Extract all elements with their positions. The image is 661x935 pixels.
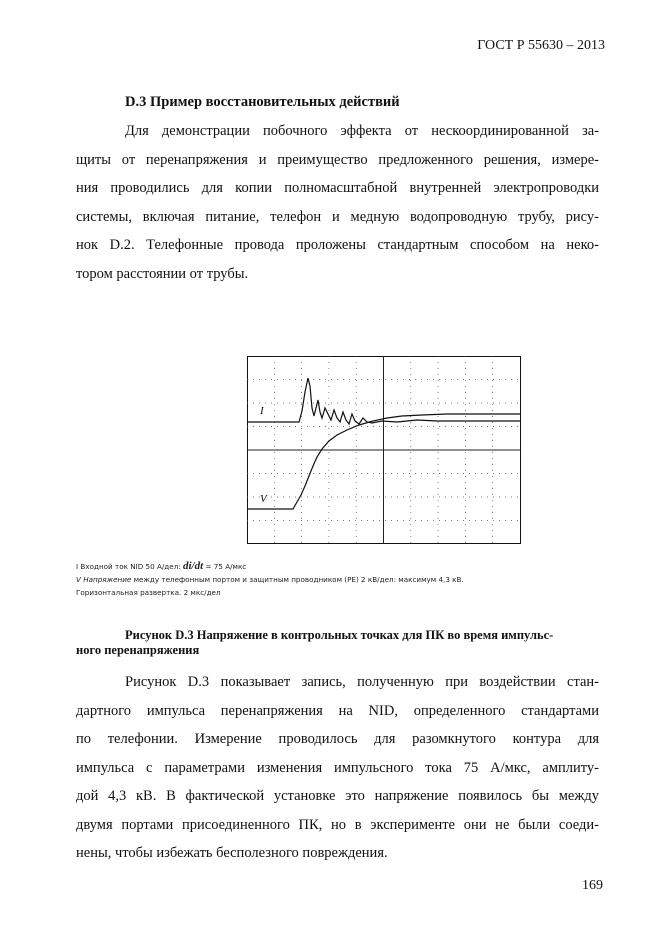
paragraph-line: импульса с параметрами изменения импульсного тока 75 А/мкс, амплиту- — [76, 759, 599, 776]
figure-note-timebase: Горизонтальная развертка. 2 мкс/дел — [76, 588, 221, 597]
figure-caption-line1: Рисунок D.3 Напряжение в контрольных точках для ПК во время импульс- — [125, 628, 554, 642]
section-heading: D.3 Пример восстановительных действий — [125, 94, 400, 110]
figure-caption-line2: ного перенапряжения — [76, 643, 200, 657]
figure-note-current-suffix: = 75 А/мкс — [203, 562, 247, 571]
paragraph-line: Для демонстрации побочного эффекта от нескоординированной за- — [125, 123, 599, 139]
paragraph-line: двумя портами присоединенного ПК, но в эксперименте они не были соеди- — [76, 816, 599, 833]
paragraph-line: Рисунок D.3 показывает запись, полученную при воздействии стан- — [125, 674, 599, 690]
figure-note-formula: di/dt — [183, 560, 204, 572]
figure-notes — [76, 560, 464, 599]
oscillogram-figure — [247, 356, 521, 544]
figure-note-voltage — [76, 573, 464, 586]
paragraph-line: щиты от перенапряжения и преимущество предложенного решения, измере- — [76, 151, 599, 168]
paragraph-line: дой 4,3 кВ. В фактической установке это напряжение появилось бы между — [76, 788, 599, 804]
voltage-trace-label: V — [260, 493, 267, 505]
figure-caption — [76, 628, 597, 658]
figure-note-current-prefix: I Входной ток NID 50 А/дел: — [76, 562, 183, 571]
paragraph-line: ния проводились для копии полномасштабной внутренней электропроводки — [76, 180, 599, 196]
paragraph-intro — [76, 117, 599, 288]
document-header: ГОСТ Р 55630 – 2013 — [477, 38, 605, 53]
figure-note-voltage-prefix: V Напряжение — [76, 575, 132, 584]
figure-note-current — [76, 560, 464, 573]
paragraph-line: по телефонии. Измерение проводилось для разомкнутого контура для — [76, 731, 599, 747]
paragraph-line: тором расстоянии от трубы. — [76, 265, 249, 282]
paragraph-line: дартного импульса перенапряжения на NID, определенного стандартами — [76, 702, 599, 719]
figure-note-voltage-suffix: между телефонным портом и защитным проводником (PE) 2 кВ/дел: максимум 4,3 кВ. — [131, 575, 464, 584]
paragraph-line: нены, чтобы избежать бесполезного повреждения. — [76, 845, 388, 861]
current-trace-label: I — [260, 405, 264, 417]
paragraph-description — [76, 668, 599, 868]
paragraph-line: системы, включая питание, телефон и медную водопроводную трубу, рису- — [76, 208, 599, 225]
page-number: 169 — [582, 878, 603, 893]
paragraph-line: нок D.2. Телефонные провода проложены стандартным способом на неко- — [76, 237, 599, 253]
